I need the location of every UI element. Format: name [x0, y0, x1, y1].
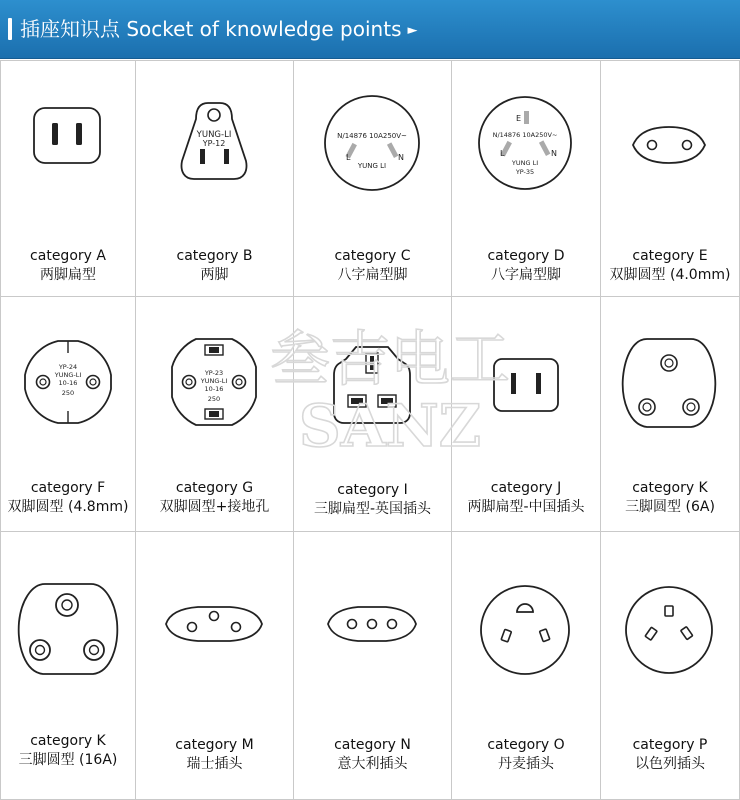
cell-label	[1, 479, 135, 517]
cell-label	[1, 732, 135, 770]
cell-label	[601, 247, 739, 285]
danish-plug-icon	[452, 532, 599, 732]
plug-marking: YUNG LI	[357, 162, 387, 170]
category-desc: 以色列插头	[635, 756, 705, 772]
category-desc: 丹麦插头	[498, 756, 554, 772]
cell-category-a	[0, 60, 136, 297]
play-arrow-icon: ►	[407, 23, 418, 38]
two-pin-plug-icon	[136, 61, 292, 233]
cell-label	[452, 479, 600, 517]
cell-category-e	[601, 60, 740, 297]
cell-label	[294, 736, 451, 774]
watermark-chinese: 叁吉电工	[270, 325, 510, 395]
uk-three-pin-plug-icon	[294, 297, 450, 469]
cell-label	[452, 736, 600, 774]
category-desc: 双脚圆型+接地孔	[159, 499, 270, 515]
plug-marking: L	[500, 149, 505, 158]
three-round-pin-large-plug-icon	[1, 532, 135, 732]
category-desc: 双脚圆型 (4.8mm)	[7, 499, 129, 515]
china-two-pin-plug-icon	[452, 297, 599, 469]
flat-two-pin-plug-icon	[1, 61, 135, 233]
category-name: category I	[337, 482, 408, 498]
category-desc: 两脚扁型	[40, 267, 96, 283]
category-desc: 三脚圆型 (6A)	[625, 499, 715, 515]
category-name: category M	[175, 737, 254, 753]
category-name: category F	[30, 480, 106, 496]
plug-category-grid	[0, 60, 740, 800]
plug-marking: YP-24	[58, 363, 78, 371]
plug-marking: YP-35	[515, 168, 535, 176]
schuko-plug-icon	[136, 297, 292, 469]
category-desc: 瑞士插头	[186, 756, 243, 772]
cell-label	[136, 736, 293, 774]
cell-category-c	[294, 60, 452, 297]
category-name: category D	[487, 248, 565, 264]
cell-label	[601, 736, 739, 774]
angled-flat-pin-earth-plug-icon	[452, 61, 599, 233]
cell-category-p	[601, 532, 740, 800]
plug-marking: 250	[207, 395, 221, 403]
plug-marking: YP-12	[202, 139, 226, 148]
category-name: category G	[175, 480, 254, 496]
plug-marking: E	[516, 114, 522, 123]
category-name: category P	[632, 737, 708, 753]
plug-marking: 10-16	[204, 385, 224, 393]
plug-marking: 10-16	[58, 379, 78, 387]
israeli-plug-icon	[601, 532, 738, 732]
plug-marking: YUNG-LI	[196, 130, 232, 140]
plug-marking: N	[398, 153, 404, 162]
category-desc: 两脚扁型-中国插头	[467, 499, 585, 515]
banner-marker	[8, 18, 12, 40]
category-name: category K	[30, 733, 106, 749]
category-desc: 八字扁型脚	[337, 267, 408, 283]
cell-category-o	[452, 532, 601, 800]
category-name: category O	[487, 737, 565, 753]
plug-marking: N/14876 10A250V~	[337, 132, 407, 140]
plug-marking: YP-23	[204, 369, 224, 377]
cell-label	[294, 481, 451, 519]
category-name: category A	[30, 248, 106, 264]
cell-category-g	[136, 297, 294, 532]
header-banner	[0, 0, 740, 59]
cell-label	[136, 479, 293, 517]
three-round-pin-plug-icon	[601, 297, 738, 469]
plug-marking: YUNG-LI	[200, 377, 228, 385]
two-round-pin-plug-icon	[601, 61, 738, 233]
cell-category-b	[136, 60, 294, 297]
cell-label	[452, 247, 600, 285]
category-desc: 三脚扁型-英国插头	[313, 501, 432, 517]
cell-category-f	[0, 297, 136, 532]
category-name: category J	[490, 480, 562, 496]
swiss-plug-icon	[136, 532, 292, 732]
banner-title	[20, 14, 417, 44]
category-desc: 八字扁型脚	[491, 267, 561, 283]
category-name: category E	[632, 248, 708, 264]
cell-category-i	[294, 297, 452, 532]
plug-marking: L	[346, 153, 351, 162]
category-name: category B	[176, 248, 253, 264]
italian-plug-icon	[294, 532, 450, 732]
plug-marking: 250	[61, 389, 75, 397]
cell-category-k-16a	[0, 532, 136, 800]
category-name: category N	[334, 737, 411, 753]
watermark-latin: SANZ	[298, 392, 482, 458]
category-desc: 三脚圆型 (16A)	[18, 752, 118, 768]
cell-label	[294, 247, 451, 285]
plug-marking: N	[551, 149, 557, 158]
two-round-pin-large-plug-icon	[1, 297, 135, 469]
plug-marking: YUNG-LI	[54, 371, 82, 379]
category-desc: 意大利插头	[337, 756, 408, 772]
cell-label	[136, 247, 293, 285]
cell-label	[601, 479, 739, 517]
cell-category-n	[294, 532, 452, 800]
plug-marking: N/14876 10A250V~	[492, 131, 558, 139]
category-desc: 两脚	[200, 267, 229, 283]
cell-label	[1, 247, 135, 285]
category-desc: 双脚圆型 (4.0mm)	[609, 267, 731, 283]
cell-category-m	[136, 532, 294, 800]
plug-marking: YUNG LI	[511, 159, 539, 167]
cell-category-j	[452, 297, 601, 532]
category-name: category K	[632, 480, 708, 496]
cell-category-k-6a	[601, 297, 740, 532]
cell-category-d	[452, 60, 601, 297]
angled-flat-pin-plug-icon	[294, 61, 450, 233]
banner-title-text: 插座知识点 Socket of knowledge points	[20, 17, 402, 41]
category-name: category C	[334, 248, 411, 264]
